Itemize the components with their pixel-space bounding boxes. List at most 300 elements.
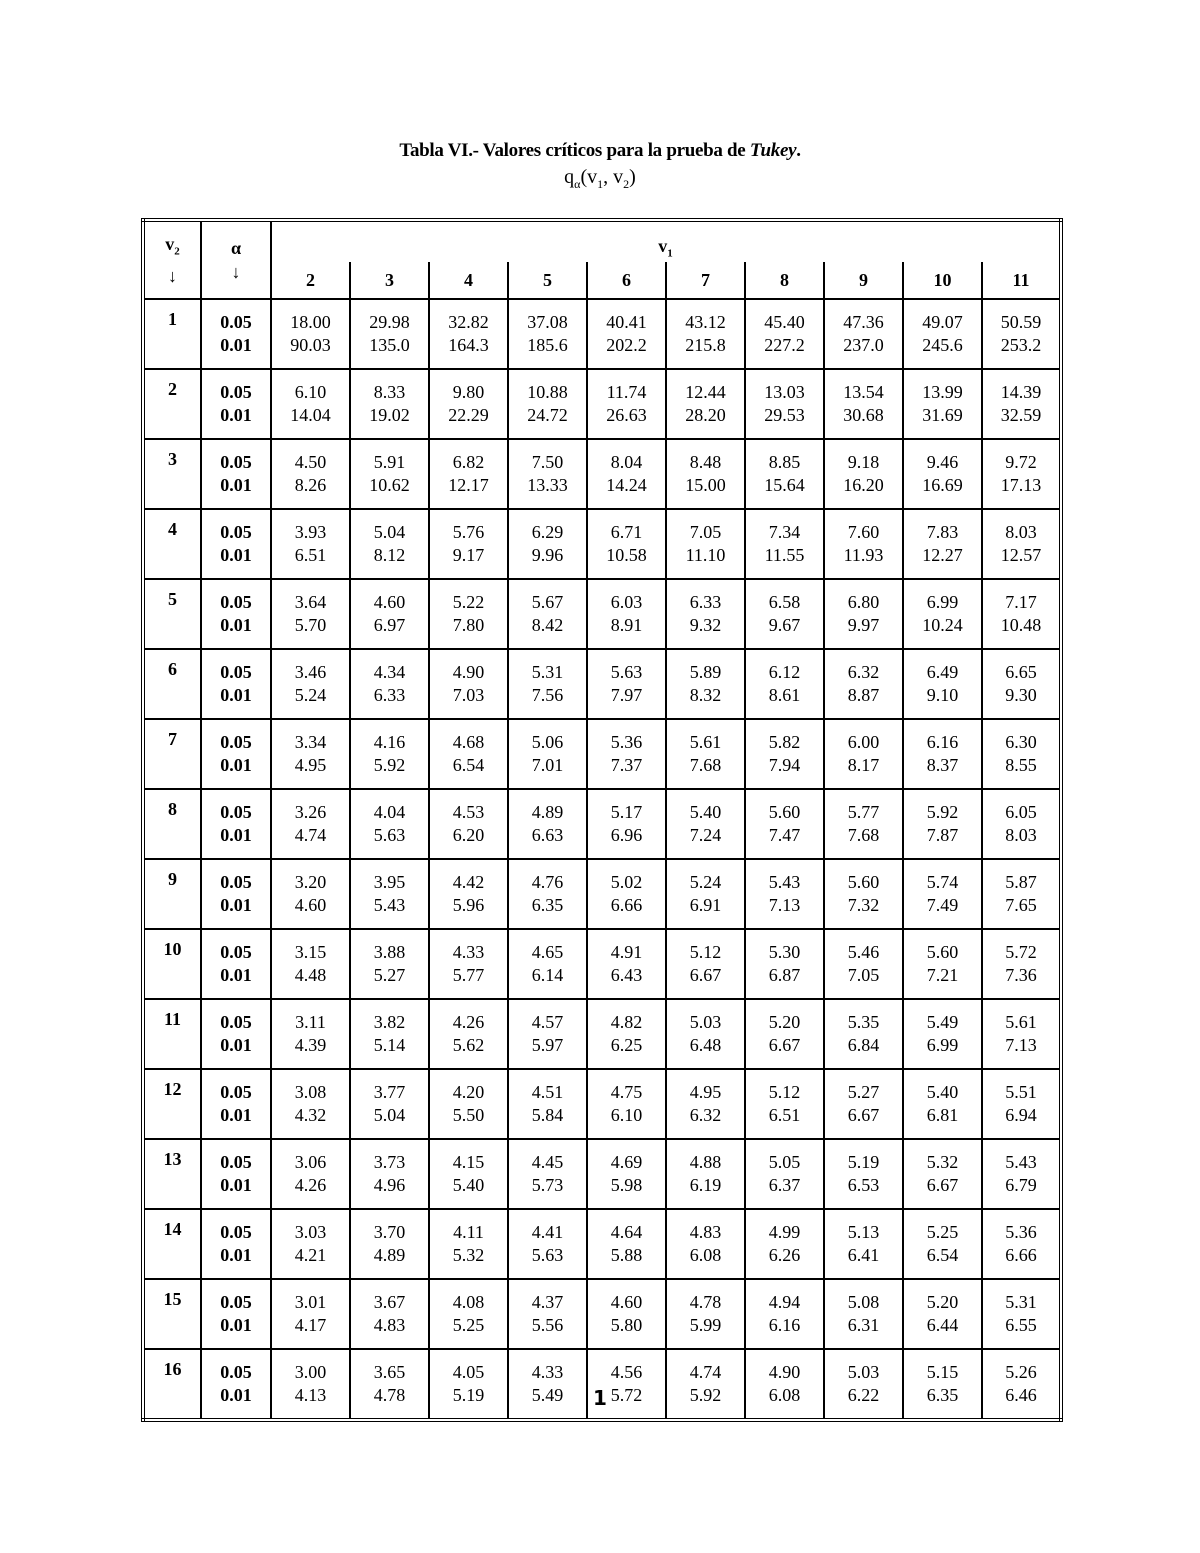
table-cell bbox=[824, 369, 903, 439]
table-cell bbox=[587, 579, 666, 649]
formula-mid: , v bbox=[603, 166, 624, 188]
cell-value-001: 5.92 bbox=[689, 1385, 722, 1405]
alpha-001: 0.01 bbox=[220, 405, 252, 425]
table-cell bbox=[271, 719, 350, 789]
cell-value-001: 29.53 bbox=[764, 405, 805, 425]
cell-value-001: 9.97 bbox=[847, 615, 880, 635]
table-cell bbox=[824, 719, 903, 789]
cell-value-001: 6.31 bbox=[847, 1315, 880, 1335]
cell-value-005: 5.03 bbox=[847, 1362, 880, 1382]
alpha-005: 0.05 bbox=[220, 872, 252, 892]
cell-value-001: 6.91 bbox=[689, 895, 722, 915]
cell-value-005: 5.82 bbox=[768, 732, 801, 752]
row-alpha bbox=[201, 369, 271, 439]
cell-value-001: 5.62 bbox=[452, 1035, 485, 1055]
table-cell bbox=[429, 789, 508, 859]
cell-value-005: 8.48 bbox=[689, 452, 722, 472]
cell-value-001: 5.70 bbox=[294, 615, 327, 635]
cell-value-005: 8.85 bbox=[768, 452, 801, 472]
v1-header: $v_1$ bbox=[271, 220, 1061, 262]
cell-value-001: 24.72 bbox=[527, 405, 568, 425]
alpha-005: 0.05 bbox=[220, 802, 252, 822]
alpha-005: 0.05 bbox=[220, 592, 252, 612]
cell-value-001: 5.96 bbox=[452, 895, 485, 915]
cell-value-001: 5.84 bbox=[531, 1105, 564, 1125]
cell-value-001: 6.41 bbox=[847, 1245, 880, 1265]
alpha-001: 0.01 bbox=[220, 1035, 252, 1055]
table-cell bbox=[508, 789, 587, 859]
table-cell bbox=[429, 299, 508, 369]
row-v2: 14 bbox=[143, 1209, 201, 1279]
table-cell bbox=[824, 439, 903, 509]
cell-value-005: 5.77 bbox=[847, 802, 880, 822]
cell-value-001: 11.10 bbox=[685, 545, 726, 565]
cell-value-001: 8.12 bbox=[373, 545, 406, 565]
cell-value-001: 31.69 bbox=[922, 405, 963, 425]
cell-value-005: 4.95 bbox=[689, 1082, 722, 1102]
cell-value-005: 5.87 bbox=[1005, 872, 1037, 892]
cell-value-005: 3.00 bbox=[294, 1362, 327, 1382]
cell-value-005: 5.12 bbox=[768, 1082, 801, 1102]
table-cell bbox=[271, 1209, 350, 1279]
cell-value-005: 5.06 bbox=[531, 732, 564, 752]
cell-value-005: 4.91 bbox=[610, 942, 643, 962]
table-cell bbox=[903, 1139, 982, 1209]
row-alpha bbox=[201, 789, 271, 859]
cell-value-001: 4.78 bbox=[373, 1385, 406, 1405]
cell-value-005: 6.71 bbox=[610, 522, 643, 542]
table-cell bbox=[350, 299, 429, 369]
alpha-001: 0.01 bbox=[220, 685, 252, 705]
cell-value-001: 5.49 bbox=[531, 1385, 564, 1405]
cell-value-005: 5.27 bbox=[847, 1082, 880, 1102]
cell-value-001: 253.2 bbox=[1000, 335, 1042, 355]
table-cell bbox=[666, 509, 745, 579]
cell-value-005: 3.77 bbox=[373, 1082, 406, 1102]
cell-value-005: 5.43 bbox=[768, 872, 801, 892]
cell-value-001: 8.37 bbox=[926, 755, 959, 775]
cell-value-001: 7.65 bbox=[1005, 895, 1037, 915]
table-cell bbox=[903, 929, 982, 999]
table-row bbox=[143, 1279, 1061, 1349]
table-row bbox=[143, 509, 1061, 579]
title-text: Tabla VI.- Valores críticos para la prueba de bbox=[399, 140, 750, 161]
cell-value-005: 13.99 bbox=[922, 382, 963, 402]
cell-value-001: 8.61 bbox=[768, 685, 801, 705]
cell-value-001: 7.36 bbox=[1005, 965, 1037, 985]
table-row bbox=[143, 579, 1061, 649]
table-cell bbox=[666, 649, 745, 719]
cell-value-005: 6.10 bbox=[294, 382, 327, 402]
cell-value-001: 6.22 bbox=[847, 1385, 880, 1405]
cell-value-005: 4.26 bbox=[452, 1012, 485, 1032]
cell-value-001: 6.10 bbox=[610, 1105, 643, 1125]
cell-value-005: 50.59 bbox=[1000, 312, 1042, 332]
table-cell bbox=[508, 1209, 587, 1279]
cell-value-005: 4.50 bbox=[294, 452, 327, 472]
cell-value-001: 22.29 bbox=[448, 405, 489, 425]
cell-value-005: 45.40 bbox=[764, 312, 805, 332]
cell-value-001: 7.94 bbox=[768, 755, 801, 775]
table-cell bbox=[666, 299, 745, 369]
cell-value-001: 227.2 bbox=[764, 335, 805, 355]
table-cell bbox=[666, 999, 745, 1069]
cell-value-005: 5.89 bbox=[689, 662, 722, 682]
table-cell bbox=[508, 299, 587, 369]
formula-sub1: 1 bbox=[597, 177, 604, 191]
cell-value-001: 6.84 bbox=[847, 1035, 880, 1055]
cell-value-001: 4.13 bbox=[294, 1385, 327, 1405]
cell-value-005: 3.65 bbox=[373, 1362, 406, 1382]
column-header: 11 bbox=[982, 262, 1061, 299]
table-cell bbox=[271, 579, 350, 649]
table-row bbox=[143, 1139, 1061, 1209]
cell-value-005: 5.40 bbox=[689, 802, 722, 822]
cell-value-001: 8.42 bbox=[531, 615, 564, 635]
cell-value-005: 4.11 bbox=[453, 1222, 484, 1242]
cell-value-005: 5.20 bbox=[926, 1292, 959, 1312]
cell-value-001: 7.13 bbox=[768, 895, 801, 915]
table-cell bbox=[271, 649, 350, 719]
cell-value-005: 5.30 bbox=[768, 942, 801, 962]
cell-value-001: 5.04 bbox=[373, 1105, 406, 1125]
cell-value-005: 4.41 bbox=[531, 1222, 564, 1242]
cell-value-005: 6.58 bbox=[768, 592, 801, 612]
table-cell bbox=[350, 859, 429, 929]
cell-value-001: 6.19 bbox=[689, 1175, 722, 1195]
row-alpha bbox=[201, 509, 271, 579]
cell-value-005: 5.46 bbox=[847, 942, 880, 962]
table-cell bbox=[508, 509, 587, 579]
cell-value-001: 5.63 bbox=[531, 1245, 564, 1265]
cell-value-005: 7.50 bbox=[531, 452, 564, 472]
row-v2: 5 bbox=[143, 579, 201, 649]
cell-value-005: 4.04 bbox=[373, 802, 406, 822]
table-cell bbox=[271, 439, 350, 509]
table-cell bbox=[745, 649, 824, 719]
table-row bbox=[143, 929, 1061, 999]
cell-value-005: 6.29 bbox=[531, 522, 564, 542]
row-alpha bbox=[201, 999, 271, 1069]
table-cell bbox=[745, 299, 824, 369]
cell-value-005: 4.05 bbox=[452, 1362, 485, 1382]
row-alpha bbox=[201, 579, 271, 649]
table-cell bbox=[903, 649, 982, 719]
alpha-005: 0.05 bbox=[220, 732, 252, 752]
cell-value-001: 5.50 bbox=[452, 1105, 485, 1125]
cell-value-005: 3.34 bbox=[294, 732, 327, 752]
cell-value-001: 12.57 bbox=[1000, 545, 1042, 565]
cell-value-001: 7.97 bbox=[610, 685, 643, 705]
cell-value-005: 32.82 bbox=[448, 312, 489, 332]
cell-value-005: 7.60 bbox=[847, 522, 880, 542]
cell-value-005: 37.08 bbox=[527, 312, 568, 332]
cell-value-005: 4.89 bbox=[531, 802, 564, 822]
cell-value-001: 6.48 bbox=[689, 1035, 722, 1055]
cell-value-005: 3.11 bbox=[295, 1012, 326, 1032]
table-cell bbox=[824, 649, 903, 719]
alpha-001: 0.01 bbox=[220, 895, 252, 915]
table-cell bbox=[982, 1279, 1061, 1349]
row-v2: 3 bbox=[143, 439, 201, 509]
cell-value-005: 5.49 bbox=[926, 1012, 959, 1032]
cell-value-005: 6.82 bbox=[452, 452, 485, 472]
cell-value-005: 5.40 bbox=[926, 1082, 959, 1102]
cell-value-005: 3.08 bbox=[294, 1082, 327, 1102]
cell-value-005: 49.07 bbox=[922, 312, 963, 332]
table-cell bbox=[587, 719, 666, 789]
cell-value-005: 6.33 bbox=[689, 592, 722, 612]
cell-value-005: 3.06 bbox=[294, 1152, 327, 1172]
table-cell bbox=[350, 719, 429, 789]
cell-value-005: 5.35 bbox=[847, 1012, 880, 1032]
cell-value-005: 5.12 bbox=[689, 942, 722, 962]
table-cell bbox=[982, 789, 1061, 859]
cell-value-001: 28.20 bbox=[685, 405, 726, 425]
table-cell bbox=[350, 579, 429, 649]
table-cell bbox=[745, 509, 824, 579]
table-cell bbox=[666, 929, 745, 999]
cell-value-001: 7.68 bbox=[847, 825, 880, 845]
cell-value-001: 9.67 bbox=[768, 615, 801, 635]
table-row bbox=[143, 789, 1061, 859]
cell-value-005: 4.16 bbox=[373, 732, 406, 752]
cell-value-001: 8.55 bbox=[1005, 755, 1037, 775]
cell-value-005: 5.60 bbox=[768, 802, 801, 822]
table-cell bbox=[903, 1069, 982, 1139]
cell-value-005: 5.15 bbox=[926, 1362, 959, 1382]
cell-value-005: 5.26 bbox=[1005, 1362, 1037, 1382]
column-header: 7 bbox=[666, 262, 745, 299]
alpha-005: 0.05 bbox=[220, 382, 252, 402]
cell-value-001: 6.55 bbox=[1005, 1315, 1037, 1335]
cell-value-001: 10.62 bbox=[369, 475, 410, 495]
cell-value-005: 6.65 bbox=[1005, 662, 1037, 682]
cell-value-005: 13.54 bbox=[843, 382, 884, 402]
table-cell bbox=[824, 789, 903, 859]
cell-value-005: 29.98 bbox=[369, 312, 410, 332]
cell-value-001: 6.08 bbox=[689, 1245, 722, 1265]
table-cell bbox=[903, 859, 982, 929]
table-cell bbox=[745, 1209, 824, 1279]
cell-value-005: 12.44 bbox=[685, 382, 726, 402]
table-cell bbox=[429, 1139, 508, 1209]
row-alpha bbox=[201, 649, 271, 719]
row-v2: 4 bbox=[143, 509, 201, 579]
cell-value-005: 4.45 bbox=[531, 1152, 564, 1172]
cell-value-005: 5.36 bbox=[610, 732, 643, 752]
cell-value-001: 6.51 bbox=[294, 545, 327, 565]
table-cell bbox=[587, 1139, 666, 1209]
tukey-table bbox=[141, 218, 1063, 1422]
cell-value-001: 8.32 bbox=[689, 685, 722, 705]
cell-value-005: 5.60 bbox=[847, 872, 880, 892]
cell-value-001: 6.51 bbox=[768, 1105, 801, 1125]
alpha-001: 0.01 bbox=[220, 1385, 252, 1405]
table-cell bbox=[745, 1279, 824, 1349]
row-alpha bbox=[201, 1069, 271, 1139]
cell-value-005: 3.88 bbox=[373, 942, 406, 962]
table-cell bbox=[824, 929, 903, 999]
cell-value-005: 5.51 bbox=[1005, 1082, 1037, 1102]
cell-value-001: 6.66 bbox=[610, 895, 643, 915]
table-cell bbox=[982, 369, 1061, 439]
table-cell bbox=[745, 999, 824, 1069]
table-cell bbox=[429, 579, 508, 649]
cell-value-005: 5.02 bbox=[610, 872, 643, 892]
cell-value-005: 9.46 bbox=[926, 452, 959, 472]
cell-value-001: 7.24 bbox=[689, 825, 722, 845]
cell-value-005: 5.92 bbox=[926, 802, 959, 822]
cell-value-001: 6.08 bbox=[768, 1385, 801, 1405]
cell-value-001: 5.72 bbox=[610, 1385, 643, 1405]
formula-close: ) bbox=[629, 166, 636, 188]
column-header: 6 bbox=[587, 262, 666, 299]
table-cell bbox=[666, 369, 745, 439]
cell-value-005: 4.60 bbox=[610, 1292, 643, 1312]
cell-value-001: 6.67 bbox=[926, 1175, 959, 1195]
cell-value-001: 4.48 bbox=[294, 965, 327, 985]
cell-value-001: 7.05 bbox=[847, 965, 880, 985]
table-cell bbox=[350, 439, 429, 509]
table-cell bbox=[982, 579, 1061, 649]
cell-value-001: 9.96 bbox=[531, 545, 564, 565]
cell-value-005: 5.31 bbox=[531, 662, 564, 682]
cell-value-001: 6.26 bbox=[768, 1245, 801, 1265]
table-cell bbox=[350, 789, 429, 859]
cell-value-001: 5.97 bbox=[531, 1035, 564, 1055]
cell-value-005: 8.33 bbox=[373, 382, 406, 402]
cell-value-005: 6.12 bbox=[768, 662, 801, 682]
cell-value-005: 3.82 bbox=[373, 1012, 406, 1032]
cell-value-005: 5.36 bbox=[1005, 1222, 1037, 1242]
table-cell bbox=[587, 999, 666, 1069]
table-cell bbox=[587, 509, 666, 579]
cell-value-005: 6.49 bbox=[926, 662, 959, 682]
cell-value-005: 7.05 bbox=[689, 522, 722, 542]
table-cell bbox=[271, 999, 350, 1069]
cell-value-001: 135.0 bbox=[369, 335, 410, 355]
table-cell bbox=[429, 859, 508, 929]
cell-value-001: 6.16 bbox=[768, 1315, 801, 1335]
row-v2: 10 bbox=[143, 929, 201, 999]
cell-value-001: 5.99 bbox=[689, 1315, 722, 1335]
cell-value-001: 32.59 bbox=[1000, 405, 1042, 425]
alpha-001: 0.01 bbox=[220, 965, 252, 985]
cell-value-001: 14.04 bbox=[290, 405, 331, 425]
cell-value-001: 7.21 bbox=[926, 965, 959, 985]
cell-value-005: 5.13 bbox=[847, 1222, 880, 1242]
cell-value-005: 5.08 bbox=[847, 1292, 880, 1312]
cell-value-001: 4.83 bbox=[373, 1315, 406, 1335]
down-arrow-icon: ↓ bbox=[168, 265, 177, 286]
cell-value-001: 6.25 bbox=[610, 1035, 643, 1055]
cell-value-001: 8.03 bbox=[1005, 825, 1037, 845]
table-cell bbox=[350, 649, 429, 719]
cell-value-001: 30.68 bbox=[843, 405, 884, 425]
alpha-001: 0.01 bbox=[220, 475, 252, 495]
table-cell bbox=[508, 859, 587, 929]
cell-value-001: 7.87 bbox=[926, 825, 959, 845]
table-cell bbox=[982, 859, 1061, 929]
cell-value-005: 5.32 bbox=[926, 1152, 959, 1172]
cell-value-001: 10.24 bbox=[922, 615, 963, 635]
cell-value-005: 10.88 bbox=[527, 382, 568, 402]
alpha-001: 0.01 bbox=[220, 1245, 252, 1265]
cell-value-001: 6.63 bbox=[531, 825, 564, 845]
table-cell bbox=[824, 1069, 903, 1139]
page-number: 1 bbox=[593, 1386, 607, 1410]
cell-value-005: 4.90 bbox=[768, 1362, 801, 1382]
cell-value-005: 4.94 bbox=[768, 1292, 801, 1312]
cell-value-001: 6.67 bbox=[689, 965, 722, 985]
cell-value-001: 6.33 bbox=[373, 685, 406, 705]
cell-value-005: 6.05 bbox=[1005, 802, 1037, 822]
alpha-001: 0.01 bbox=[220, 545, 252, 565]
cell-value-001: 14.24 bbox=[606, 475, 647, 495]
cell-value-005: 8.03 bbox=[1005, 522, 1037, 542]
cell-value-001: 6.32 bbox=[689, 1105, 722, 1125]
cell-value-005: 6.32 bbox=[847, 662, 880, 682]
cell-value-005: 4.83 bbox=[689, 1222, 722, 1242]
row-v2: 8 bbox=[143, 789, 201, 859]
cell-value-005: 6.16 bbox=[926, 732, 959, 752]
alpha-001: 0.01 bbox=[220, 755, 252, 775]
cell-value-001: 5.73 bbox=[531, 1175, 564, 1195]
formula-alpha: α bbox=[574, 177, 581, 191]
table-cell bbox=[429, 719, 508, 789]
column-header: 9 bbox=[824, 262, 903, 299]
cell-value-001: 6.54 bbox=[452, 755, 485, 775]
cell-value-001: 7.01 bbox=[531, 755, 564, 775]
table-cell bbox=[429, 1069, 508, 1139]
alpha-001: 0.01 bbox=[220, 1105, 252, 1125]
table-cell bbox=[824, 509, 903, 579]
cell-value-005: 14.39 bbox=[1000, 382, 1042, 402]
table-cell bbox=[271, 929, 350, 999]
cell-value-005: 5.05 bbox=[768, 1152, 801, 1172]
cell-value-005: 47.36 bbox=[843, 312, 884, 332]
cell-value-005: 3.01 bbox=[294, 1292, 327, 1312]
cell-value-005: 4.53 bbox=[452, 802, 485, 822]
cell-value-005: 13.03 bbox=[764, 382, 805, 402]
alpha-005: 0.05 bbox=[220, 1222, 252, 1242]
cell-value-001: 5.43 bbox=[373, 895, 406, 915]
tukey-table-wrapper bbox=[141, 218, 1059, 1422]
table-cell bbox=[666, 1069, 745, 1139]
cell-value-005: 4.08 bbox=[452, 1292, 485, 1312]
cell-value-005: 5.17 bbox=[610, 802, 643, 822]
cell-value-005: 5.60 bbox=[926, 942, 959, 962]
cell-value-001: 7.03 bbox=[452, 685, 485, 705]
table-row bbox=[143, 859, 1061, 929]
formula-open: (v bbox=[580, 166, 598, 188]
cell-value-001: 15.00 bbox=[685, 475, 726, 495]
alpha-001: 0.01 bbox=[220, 1175, 252, 1195]
title-emphasis: Tukey bbox=[749, 140, 797, 161]
table-cell bbox=[508, 929, 587, 999]
row-alpha bbox=[201, 299, 271, 369]
page-title bbox=[0, 140, 1200, 162]
row-v2: 1 bbox=[143, 299, 201, 369]
table-cell bbox=[587, 439, 666, 509]
cell-value-005: 5.20 bbox=[768, 1012, 801, 1032]
cell-value-005: 7.17 bbox=[1005, 592, 1037, 612]
cell-value-005: 5.61 bbox=[1005, 1012, 1037, 1032]
cell-value-001: 12.27 bbox=[922, 545, 963, 565]
cell-value-001: 7.47 bbox=[768, 825, 801, 845]
cell-value-001: 4.26 bbox=[294, 1175, 327, 1195]
